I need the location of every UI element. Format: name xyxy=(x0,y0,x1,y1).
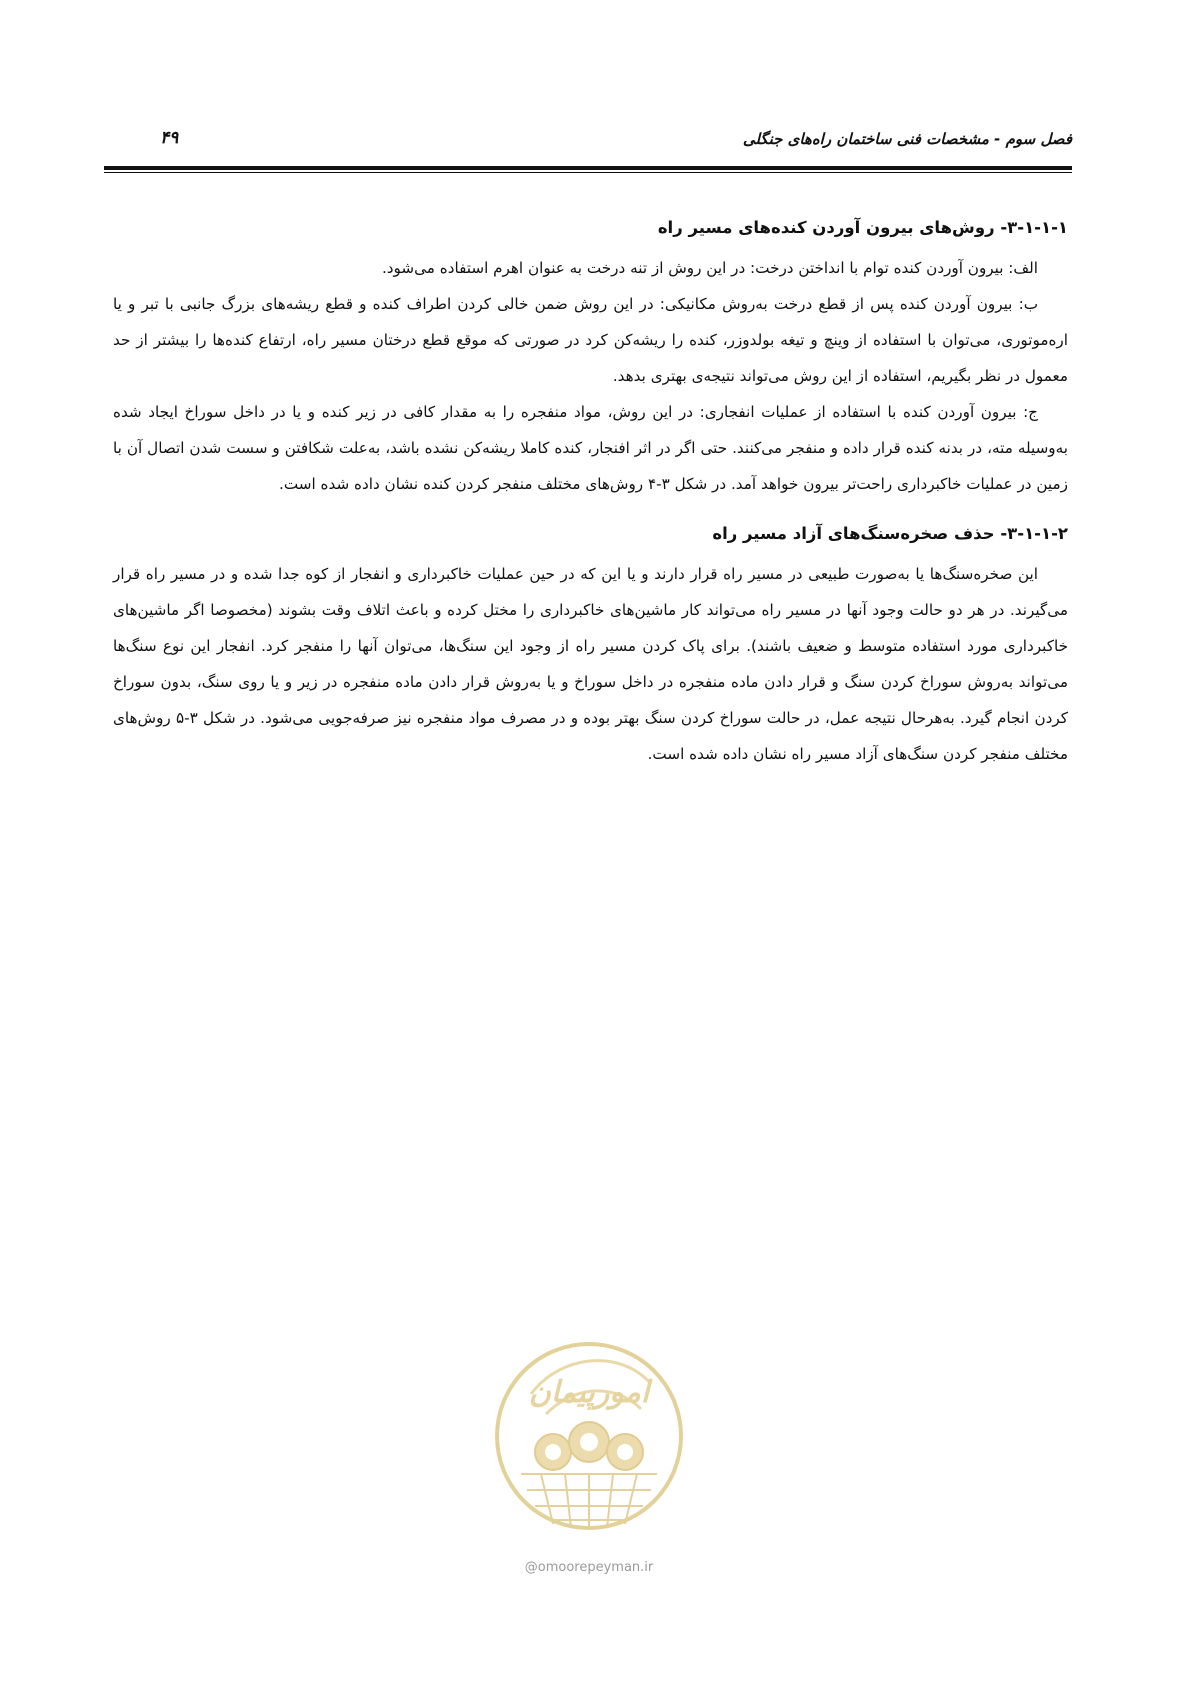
watermark-logo xyxy=(491,1324,687,1556)
svg-text:امورپیمان: امورپیمان xyxy=(528,1375,650,1410)
paragraph-jim: ج: بیرون آوردن کنده با استفاده از عملیات انفجاری: در این روش، مواد منفجره را به مقدار کافی در زیر کنده و یا در داخل سوراخ ایجاد شده به‌وسیله مته، در بدنه کنده قرار داده و منفجر می‌کنند. حتی اگر در اثر افنجار، کنده کاملا ریشه‌کن نشده باشد، به‌علت شکافتن و سست شدن اتصال آن با زمین در عملیات خاکبرداری راحت‌تر بیرون خواهد آمد. در شکل ۳-۴ روش‌های مختلف منفجر کردن کنده نشان داده شده است. xyxy=(113,403,1068,493)
header-rule-thin xyxy=(104,172,1072,173)
paragraph-alef: الف: بیرون آوردن کنده توام با انداختن درخت: در این روش از تنه درخت به عنوان اهرم استفاده می‌شود. xyxy=(381,259,1038,277)
page-header xyxy=(104,126,1072,160)
header-rule-thick xyxy=(104,166,1072,170)
paragraph-be: ب: بیرون آوردن کنده پس از قطع درخت به‌روش مکانیکی: در این روش ضمن خالی کردن اطراف کنده و قطع ریشه‌های بزرگ جانبی با تبر و یا اره‌موتوری، می‌توان با استفاده از وینچ و تیغه بولدوزر، کنده را ریشه‌کن کرد در صورتی که موقع قطع درختان مسیر راه، ارتفاع کنده‌ها را بیشتر از حد معمول در نظر بگیریم، استفاده از این روش می‌تواند نتیجه‌ی بهتری بدهد. xyxy=(113,295,1068,385)
section-heading-stumps: ۳-۱-۱-۱- روش‌های بیرون آوردن کنده‌های مسیر راه xyxy=(657,218,1068,237)
watermark-url: @omoorepeyman.ir xyxy=(524,1560,654,1575)
section-heading-rocks: ۳-۱-۱-۲- حذف صخره‌سنگ‌های آزاد مسیر راه xyxy=(712,524,1068,543)
paragraph-rocks: این صخره‌سنگ‌ها یا به‌صورت طبیعی در مسیر راه قرار دارند و یا این که در حین عملیات خاکبرداری و انفجار از کوه جدا شده و در مسیر راه قرار می‌گیرند. در هر دو حالت وجود آنها در مسیر راه می‌تواند کار ماشین‌های خاکبرداری را مختل کرده و باعث اتلاف وقت بشوند (مخصوصا اگر ماشین‌های خاکبرداری مورد استفاده متوسط و ضعیف باشند). برای پاک کردن مسیر راه از وجود این سنگ‌ها، می‌توان آنها را منفجر کرد. انفجار این نوع سنگ‌ها می‌تواند به‌روش سوراخ کردن سنگ و قرار دادن ماده منفجره در داخل سوراخ و یا به‌روش قرار دادن ماده منفجره در زیر و یا روی سنگ، بدون سوراخ کردن انجام گیرد. به‌هرحال نتیجه عمل، در حالت سوراخ کردن سنگ بهتر بوده و در مصرف مواد منفجره نیز صرفه‌جویی می‌شود. در شکل ۳-۵ روش‌های مختلف منفجر کردن سنگ‌های آزاد مسیر راه نشان داده شده است. xyxy=(113,565,1068,763)
body-text xyxy=(113,210,1068,772)
chapter-title: فصل سوم - مشخصات فنی ساختمان راه‌های جنگلی xyxy=(742,130,1072,148)
page-number: ۴۹ xyxy=(160,128,179,148)
